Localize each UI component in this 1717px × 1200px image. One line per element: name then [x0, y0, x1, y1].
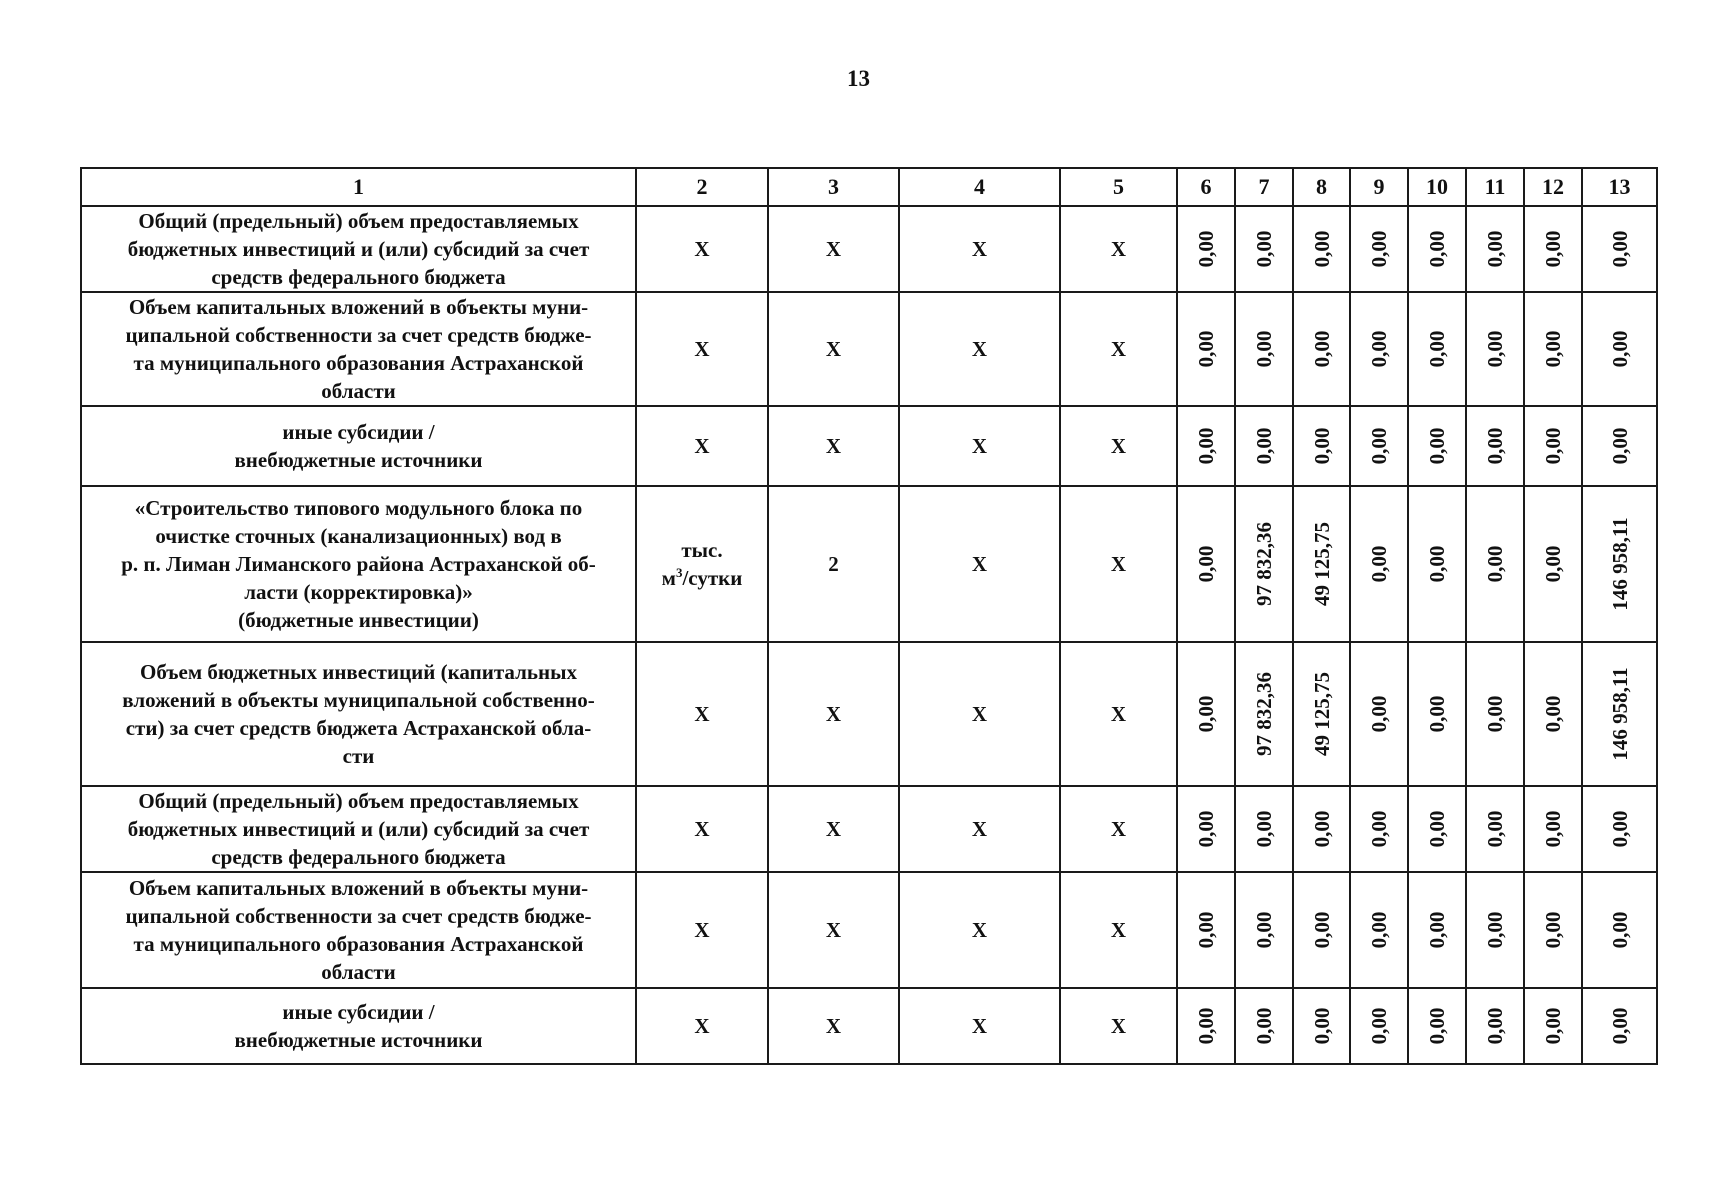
value-cell [1582, 786, 1657, 872]
col5-cell: X [1060, 292, 1177, 406]
value-cell [1466, 786, 1524, 872]
col5-cell: X [1060, 642, 1177, 786]
value-text: 0,00 [1541, 427, 1565, 465]
value-text: 97 832,36 [1252, 522, 1276, 606]
value-text: 0,00 [1252, 1007, 1276, 1045]
row-name-cell [81, 988, 636, 1064]
value-cell [1350, 406, 1408, 486]
value-cell [1350, 872, 1408, 988]
value-text: 0,00 [1194, 545, 1218, 583]
col5-cell: X [1060, 206, 1177, 292]
col5-cell: X [1060, 786, 1177, 872]
value-text: 0,00 [1309, 230, 1334, 268]
row-name-cell [81, 872, 636, 988]
value-text: 0,00 [1483, 230, 1507, 268]
unit-cell: X [636, 642, 768, 786]
value-cell [1293, 872, 1350, 988]
value-cell [1466, 642, 1524, 786]
value-cell [1408, 872, 1466, 988]
value-text: 0,00 [1309, 1007, 1334, 1045]
value-cell [1524, 292, 1582, 406]
header-cell: 7 [1235, 168, 1293, 206]
value-cell [1582, 486, 1657, 642]
value-cell [1177, 292, 1235, 406]
value-cell [1235, 206, 1293, 292]
row-name-cell [81, 642, 636, 786]
value-cell [1293, 292, 1350, 406]
value-text: 0,00 [1483, 810, 1507, 848]
value-cell [1293, 206, 1350, 292]
value-text: 0,00 [1252, 427, 1276, 465]
unit-m: м [661, 566, 676, 590]
value-cell [1177, 786, 1235, 872]
value-text: 49 125,75 [1309, 522, 1334, 606]
unit-cell: X [636, 406, 768, 486]
value-text: 0,00 [1541, 230, 1565, 268]
value-text: 0,00 [1483, 545, 1507, 583]
name-line: Объем бюджетных инвестиций (капитальных [140, 660, 577, 684]
name-line: внебюджетные источники [234, 448, 483, 472]
col5-cell: X [1060, 406, 1177, 486]
name-line: иные субсидии / [282, 420, 435, 444]
value-cell [1524, 406, 1582, 486]
value-text: 0,00 [1483, 695, 1507, 733]
value-text: 0,00 [1607, 911, 1632, 949]
value-text: 0,00 [1607, 810, 1632, 848]
name-line: очистке сточных (канализационных) вод в [155, 524, 562, 548]
value-cell [1235, 406, 1293, 486]
value-cell [1293, 406, 1350, 486]
qty-cell: X [768, 206, 899, 292]
name-line: сти) за счет средств бюджета Астраханской обла- [125, 716, 592, 740]
value-text: 0,00 [1194, 230, 1218, 268]
name-line: Объем капитальных вложений в объекты муни- [128, 876, 589, 900]
value-cell [1293, 988, 1350, 1064]
budget-table [80, 167, 1658, 1065]
col4-cell: X [899, 486, 1060, 642]
name-line: ласти (корректировка)» [244, 580, 473, 604]
value-cell [1235, 486, 1293, 642]
value-text: 0,00 [1367, 545, 1391, 583]
unit-cell: X [636, 872, 768, 988]
value-text: 0,00 [1194, 1007, 1218, 1045]
value-text: 0,00 [1252, 911, 1276, 949]
table-row [81, 642, 1657, 786]
value-cell [1408, 292, 1466, 406]
col5-cell: X [1060, 872, 1177, 988]
value-text: 0,00 [1425, 330, 1449, 368]
value-text: 0,00 [1367, 695, 1391, 733]
qty-cell: X [768, 786, 899, 872]
header-cell: 4 [899, 168, 1060, 206]
table-row [81, 786, 1657, 872]
value-cell [1350, 642, 1408, 786]
name-line: бюджетных инвестиций и (или) субсидий за счет [127, 237, 590, 261]
table-row [81, 486, 1657, 642]
qty-cell: 2 [768, 486, 899, 642]
value-cell [1235, 292, 1293, 406]
value-text: 0,00 [1425, 1007, 1449, 1045]
name-line: области [321, 379, 396, 403]
value-text: 49 125,75 [1309, 672, 1334, 756]
value-cell [1524, 206, 1582, 292]
name-line: сти [342, 744, 375, 768]
value-cell [1524, 988, 1582, 1064]
value-cell [1524, 642, 1582, 786]
value-cell [1408, 486, 1466, 642]
table-row [81, 292, 1657, 406]
name-line: та муниципального образования Астраханской [133, 351, 584, 375]
name-line: бюджетных инвестиций и (или) субсидий за счет [127, 817, 590, 841]
value-text: 0,00 [1194, 695, 1218, 733]
unit-cell: X [636, 988, 768, 1064]
value-text: 0,00 [1194, 427, 1218, 465]
header-cell: 5 [1060, 168, 1177, 206]
unit-cell: X [636, 292, 768, 406]
value-cell [1350, 988, 1408, 1064]
col4-cell: X [899, 786, 1060, 872]
value-cell [1235, 988, 1293, 1064]
name-line: Общий (предельный) объем предоставляемых [138, 209, 579, 233]
row-name-cell [81, 486, 636, 642]
value-text: 0,00 [1541, 545, 1565, 583]
unit-cell [636, 486, 768, 642]
header-row [81, 168, 1657, 206]
col4-cell: X [899, 292, 1060, 406]
name-line: «Строительство типового модульного блока по [134, 496, 583, 520]
value-text: 0,00 [1252, 230, 1276, 268]
value-cell [1466, 872, 1524, 988]
name-line: ципальной собственности за счет средств бюдже- [125, 904, 592, 928]
table-row [81, 406, 1657, 486]
value-text: 0,00 [1309, 810, 1334, 848]
value-text: 0,00 [1607, 330, 1632, 368]
name-line: вложений в объекты муниципальной собственно- [122, 688, 595, 712]
header-cell: 6 [1177, 168, 1235, 206]
value-cell [1524, 786, 1582, 872]
value-text: 0,00 [1367, 330, 1391, 368]
value-cell [1408, 206, 1466, 292]
value-text: 0,00 [1541, 330, 1565, 368]
value-cell [1582, 406, 1657, 486]
value-text: 0,00 [1541, 911, 1565, 949]
value-text: 97 832,36 [1252, 672, 1276, 756]
value-cell [1408, 988, 1466, 1064]
value-text: 0,00 [1425, 911, 1449, 949]
col4-cell: X [899, 642, 1060, 786]
qty-cell: X [768, 406, 899, 486]
value-cell [1350, 486, 1408, 642]
unit-line [637, 564, 767, 592]
value-text: 0,00 [1252, 810, 1276, 848]
value-cell [1235, 642, 1293, 786]
value-text: 0,00 [1425, 810, 1449, 848]
unit-line: тыс. [681, 538, 723, 562]
name-line: (бюджетные инвестиции) [238, 608, 479, 632]
col4-cell: X [899, 988, 1060, 1064]
value-cell [1466, 206, 1524, 292]
value-cell [1408, 642, 1466, 786]
row-name-cell [81, 292, 636, 406]
header-cell: 11 [1466, 168, 1524, 206]
value-text: 0,00 [1425, 230, 1449, 268]
header-cell: 13 [1582, 168, 1657, 206]
header-cell: 8 [1293, 168, 1350, 206]
header-cell: 9 [1350, 168, 1408, 206]
name-line: ципальной собственности за счет средств бюдже- [125, 323, 592, 347]
value-cell [1524, 486, 1582, 642]
unit-rest: /сутки [682, 566, 743, 590]
row-name-cell [81, 206, 636, 292]
value-text: 0,00 [1483, 330, 1507, 368]
qty-cell: X [768, 292, 899, 406]
header-cell: 2 [636, 168, 768, 206]
value-cell [1582, 292, 1657, 406]
col5-cell: X [1060, 988, 1177, 1064]
value-text: 0,00 [1309, 427, 1334, 465]
value-text: 0,00 [1367, 911, 1391, 949]
value-cell [1177, 988, 1235, 1064]
value-text: 146 958,11 [1607, 517, 1632, 611]
col5-cell: X [1060, 486, 1177, 642]
qty-cell: X [768, 642, 899, 786]
value-text: 0,00 [1483, 427, 1507, 465]
unit-cell: X [636, 206, 768, 292]
value-cell [1350, 206, 1408, 292]
name-line: внебюджетные источники [234, 1028, 483, 1052]
value-cell [1466, 988, 1524, 1064]
name-line: та муниципального образования Астраханской [133, 932, 584, 956]
value-cell [1177, 486, 1235, 642]
value-text: 0,00 [1607, 230, 1632, 268]
value-text: 0,00 [1194, 330, 1218, 368]
value-text: 0,00 [1541, 1007, 1565, 1045]
header-cell: 10 [1408, 168, 1466, 206]
value-cell [1235, 786, 1293, 872]
value-text: 0,00 [1541, 810, 1565, 848]
value-cell [1466, 292, 1524, 406]
name-line: Объем капитальных вложений в объекты муни- [128, 295, 589, 319]
row-name-cell [81, 786, 636, 872]
value-cell [1466, 486, 1524, 642]
value-text: 0,00 [1309, 911, 1334, 949]
value-text: 0,00 [1367, 230, 1391, 268]
value-text: 0,00 [1425, 695, 1449, 733]
value-cell [1177, 206, 1235, 292]
value-text: 0,00 [1367, 1007, 1391, 1045]
value-text: 0,00 [1483, 1007, 1507, 1045]
row-name-cell [81, 406, 636, 486]
value-cell [1524, 872, 1582, 988]
value-cell [1293, 486, 1350, 642]
col4-cell: X [899, 872, 1060, 988]
value-cell [1408, 406, 1466, 486]
qty-cell: X [768, 872, 899, 988]
value-text: 0,00 [1252, 330, 1276, 368]
value-cell [1350, 786, 1408, 872]
unit-sup: 3 [675, 565, 683, 580]
qty-cell: X [768, 988, 899, 1064]
name-line: Общий (предельный) объем предоставляемых [138, 789, 579, 813]
name-line: р. п. Лиман Лиманского района Астраханской об- [121, 552, 596, 576]
value-cell [1582, 206, 1657, 292]
value-text: 146 958,11 [1607, 667, 1632, 761]
value-cell [1582, 988, 1657, 1064]
value-cell [1177, 642, 1235, 786]
col4-cell: X [899, 406, 1060, 486]
value-text: 0,00 [1607, 1007, 1632, 1045]
value-text: 0,00 [1607, 427, 1632, 465]
header-cell: 3 [768, 168, 899, 206]
name-line: средств федерального бюджета [211, 845, 506, 869]
value-cell [1177, 872, 1235, 988]
page-number: 13 [847, 66, 870, 91]
value-cell [1177, 406, 1235, 486]
value-text: 0,00 [1367, 810, 1391, 848]
value-cell [1293, 642, 1350, 786]
value-text: 0,00 [1194, 810, 1218, 848]
unit-cell: X [636, 786, 768, 872]
value-text: 0,00 [1425, 427, 1449, 465]
value-text: 0,00 [1367, 427, 1391, 465]
value-text: 0,00 [1194, 911, 1218, 949]
header-cell: 1 [81, 168, 636, 206]
header-cell: 12 [1524, 168, 1582, 206]
col4-cell: X [899, 206, 1060, 292]
value-text: 0,00 [1425, 545, 1449, 583]
value-cell [1350, 292, 1408, 406]
value-cell [1235, 872, 1293, 988]
value-text: 0,00 [1309, 330, 1334, 368]
value-text: 0,00 [1483, 911, 1507, 949]
name-line: средств федерального бюджета [211, 265, 506, 289]
table-row [81, 988, 1657, 1064]
name-line: иные субсидии / [282, 1000, 435, 1024]
value-cell [1408, 786, 1466, 872]
value-cell [1293, 786, 1350, 872]
value-text: 0,00 [1541, 695, 1565, 733]
name-line: области [321, 960, 396, 984]
value-cell [1582, 642, 1657, 786]
table-row [81, 206, 1657, 292]
value-cell [1466, 406, 1524, 486]
table-row [81, 872, 1657, 988]
value-cell [1582, 872, 1657, 988]
